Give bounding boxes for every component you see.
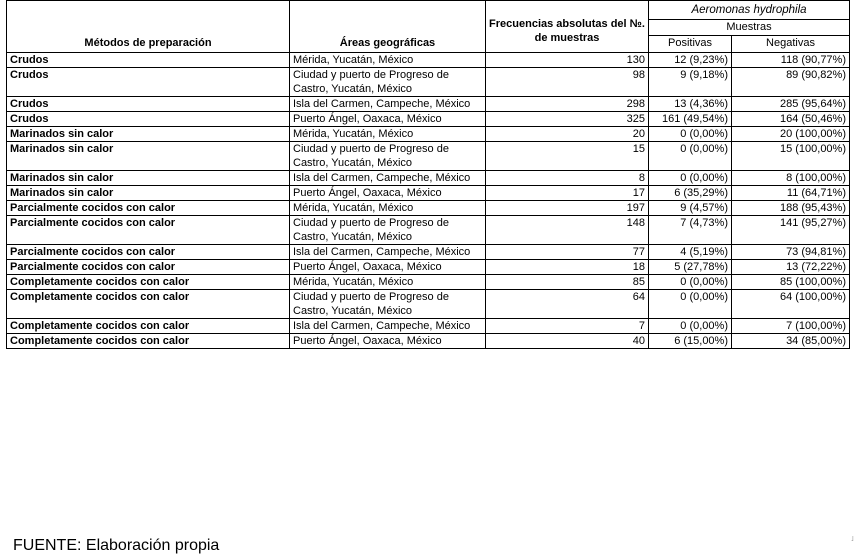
cell-area: Isla del Carmen, Campeche, México [290, 97, 486, 112]
cell-frequency: 17 [486, 186, 649, 201]
cell-method: Marinados sin calor [7, 186, 290, 201]
cell-method: Parcialmente cocidos con calor [7, 260, 290, 275]
cell-positive: 13 (4,36%) [649, 97, 732, 112]
cell-positive: 5 (27,78%) [649, 260, 732, 275]
cell-area: Isla del Carmen, Campeche, México [290, 319, 486, 334]
table-row [7, 142, 850, 171]
cell-negative: 13 (72,22%) [732, 260, 850, 275]
cell-frequency: 325 [486, 112, 649, 127]
data-table [6, 0, 850, 349]
cell-method: Completamente cocidos con calor [7, 275, 290, 290]
cell-negative: 64 (100,00%) [732, 290, 850, 319]
cell-positive: 4 (5,19%) [649, 245, 732, 260]
cell-positive: 0 (0,00%) [649, 290, 732, 319]
cell-negative: 11 (64,71%) [732, 186, 850, 201]
cell-frequency: 7 [486, 319, 649, 334]
header-frequency: Frecuencias absolutas del №. de muestras [486, 1, 649, 53]
cell-area: Puerto Ángel, Oaxaca, México [290, 112, 486, 127]
corner-mark: ˩ [851, 536, 854, 543]
cell-positive: 9 (9,18%) [649, 68, 732, 97]
table-row [7, 275, 850, 290]
cell-area: Isla del Carmen, Campeche, México [290, 171, 486, 186]
table-body [7, 53, 850, 349]
cell-negative: 20 (100,00%) [732, 127, 850, 142]
table-row [7, 245, 850, 260]
cell-area: Puerto Ángel, Oaxaca, México [290, 334, 486, 349]
cell-area: Puerto Ángel, Oaxaca, México [290, 186, 486, 201]
table-row [7, 68, 850, 97]
cell-method: Marinados sin calor [7, 127, 290, 142]
cell-frequency: 298 [486, 97, 649, 112]
cell-area: Ciudad y puerto de Progreso de Castro, Yucatán, México [290, 290, 486, 319]
cell-frequency: 8 [486, 171, 649, 186]
cell-area: Mérida, Yucatán, México [290, 201, 486, 216]
cell-positive: 0 (0,00%) [649, 127, 732, 142]
cell-area: Puerto Ángel, Oaxaca, México [290, 260, 486, 275]
cell-positive: 161 (49,54%) [649, 112, 732, 127]
cell-area: Mérida, Yucatán, México [290, 127, 486, 142]
cell-frequency: 197 [486, 201, 649, 216]
header-method: Métodos de preparación [7, 1, 290, 53]
cell-method: Parcialmente cocidos con calor [7, 216, 290, 245]
cell-area: Isla del Carmen, Campeche, México [290, 245, 486, 260]
cell-area: Mérida, Yucatán, México [290, 53, 486, 68]
header-species: Aeromonas hydrophila [649, 1, 850, 20]
cell-positive: 0 (0,00%) [649, 275, 732, 290]
table-row [7, 97, 850, 112]
cell-method: Crudos [7, 97, 290, 112]
cell-method: Marinados sin calor [7, 171, 290, 186]
cell-negative: 89 (90,82%) [732, 68, 850, 97]
table-row [7, 112, 850, 127]
table-row [7, 216, 850, 245]
cell-positive: 0 (0,00%) [649, 142, 732, 171]
cell-positive: 6 (15,00%) [649, 334, 732, 349]
cell-negative: 164 (50,46%) [732, 112, 850, 127]
cell-frequency: 64 [486, 290, 649, 319]
cell-method: Marinados sin calor [7, 142, 290, 171]
cell-frequency: 85 [486, 275, 649, 290]
cell-frequency: 15 [486, 142, 649, 171]
header-area: Áreas geográficas [290, 1, 486, 53]
cell-method: Completamente cocidos con calor [7, 290, 290, 319]
header-samples: Muestras [649, 19, 850, 36]
cell-negative: 73 (94,81%) [732, 245, 850, 260]
table-row [7, 127, 850, 142]
cell-method: Parcialmente cocidos con calor [7, 201, 290, 216]
table-row [7, 201, 850, 216]
cell-method: Parcialmente cocidos con calor [7, 245, 290, 260]
cell-frequency: 98 [486, 68, 649, 97]
cell-area: Mérida, Yucatán, México [290, 275, 486, 290]
table-row [7, 53, 850, 68]
cell-negative: 118 (90,77%) [732, 53, 850, 68]
cell-negative: 34 (85,00%) [732, 334, 850, 349]
cell-negative: 141 (95,27%) [732, 216, 850, 245]
cell-method: Crudos [7, 68, 290, 97]
source-note: FUENTE: Elaboración propia [13, 537, 220, 554]
cell-positive: 9 (4,57%) [649, 201, 732, 216]
cell-frequency: 18 [486, 260, 649, 275]
table-row [7, 186, 850, 201]
cell-positive: 6 (35,29%) [649, 186, 732, 201]
cell-area: Ciudad y puerto de Progreso de Castro, Yucatán, México [290, 142, 486, 171]
cell-negative: 85 (100,00%) [732, 275, 850, 290]
cell-frequency: 148 [486, 216, 649, 245]
cell-positive: 12 (9,23%) [649, 53, 732, 68]
cell-method: Crudos [7, 53, 290, 68]
header-negative: Negativas [732, 36, 850, 53]
cell-area: Ciudad y puerto de Progreso de Castro, Yucatán, México [290, 68, 486, 97]
table-row [7, 290, 850, 319]
cell-negative: 7 (100,00%) [732, 319, 850, 334]
table-row [7, 334, 850, 349]
cell-area: Ciudad y puerto de Progreso de Castro, Yucatán, México [290, 216, 486, 245]
cell-negative: 188 (95,43%) [732, 201, 850, 216]
table-row [7, 319, 850, 334]
table-row [7, 260, 850, 275]
cell-positive: 7 (4,73%) [649, 216, 732, 245]
cell-method: Completamente cocidos con calor [7, 319, 290, 334]
table-row [7, 171, 850, 186]
cell-frequency: 20 [486, 127, 649, 142]
cell-positive: 0 (0,00%) [649, 171, 732, 186]
cell-frequency: 77 [486, 245, 649, 260]
cell-negative: 8 (100,00%) [732, 171, 850, 186]
cell-frequency: 40 [486, 334, 649, 349]
header-positive: Positivas [649, 36, 732, 53]
cell-frequency: 130 [486, 53, 649, 68]
cell-method: Completamente cocidos con calor [7, 334, 290, 349]
cell-negative: 15 (100,00%) [732, 142, 850, 171]
cell-positive: 0 (0,00%) [649, 319, 732, 334]
cell-negative: 285 (95,64%) [732, 97, 850, 112]
cell-method: Crudos [7, 112, 290, 127]
